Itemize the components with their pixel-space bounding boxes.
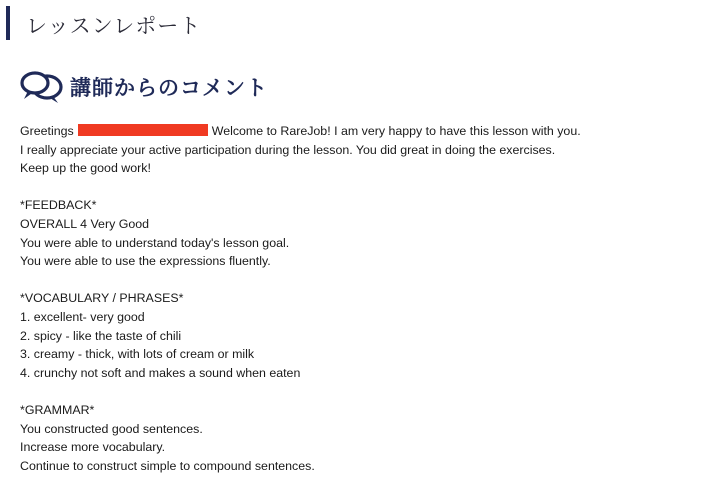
page-header [6, 6, 720, 40]
vocabulary-line: 2. spicy - like the taste of chili [20, 328, 182, 343]
grammar-line: You constructed good sentences. [20, 421, 203, 436]
greeting-suffix: Welcome to RareJob! I am very happy to have this lesson with you. [211, 124, 581, 138]
feedback-line: OVERALL 4 Very Good [20, 216, 150, 231]
greeting-prefix: Greetings [20, 124, 74, 138]
chat-bubbles-icon [20, 70, 64, 106]
teacher-comment-header [20, 66, 420, 106]
feedback-line: You were able to understand today's lesson goal. [20, 235, 290, 250]
page-title: レッスンレポート [26, 14, 202, 38]
spacer [20, 271, 700, 290]
vocabulary-line: 3. creamy - thick, with lots of cream or milk [20, 347, 255, 362]
vocabulary-line: 4. crunchy not soft and makes a sound when eaten [20, 365, 301, 380]
vocabulary-line: 1. excellent- very good [20, 309, 145, 324]
section-title: 講師からのコメント [70, 76, 268, 100]
comment-body [20, 122, 700, 475]
intro-line: I really appreciate your active participation during the lesson. You did great in doing the exercises. [20, 142, 556, 157]
grammar-heading: *GRAMMAR* [20, 402, 95, 417]
feedback-heading: *FEEDBACK* [20, 198, 97, 213]
greeting-line [20, 122, 700, 141]
vocabulary-heading: *VOCABULARY / PHRASES* [20, 291, 184, 306]
intro-line: Keep up the good work! [20, 161, 151, 176]
spacer [20, 178, 700, 197]
redacted-name [78, 124, 208, 136]
grammar-line: Increase more vocabulary. [20, 440, 166, 455]
grammar-line: Continue to construct simple to compound sentences. [20, 458, 315, 473]
feedback-line: You were able to use the expressions fluently. [20, 254, 271, 269]
spacer [20, 382, 700, 401]
